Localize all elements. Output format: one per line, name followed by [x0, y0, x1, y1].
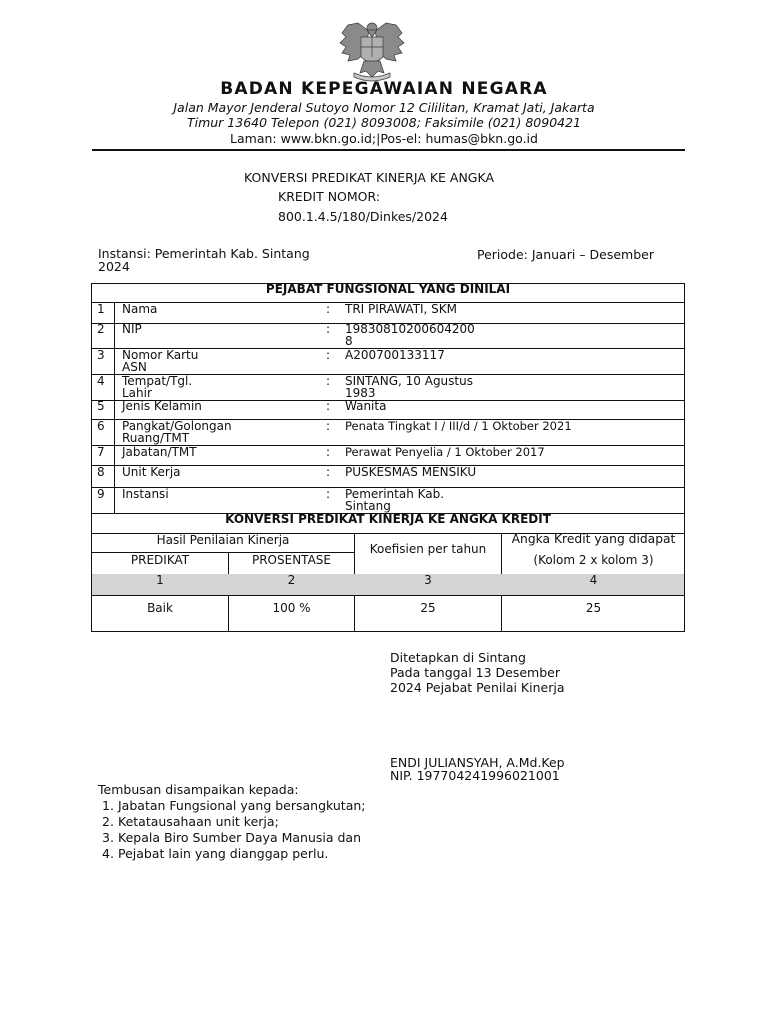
- row-number: 2: [97, 322, 105, 336]
- signature-date-line1: Pada tanggal 13 Desember: [390, 665, 561, 680]
- field-label: Instansi: [122, 487, 169, 501]
- tembusan-item: [102, 814, 279, 829]
- periode-text: Periode: Januari – Desember: [477, 247, 654, 262]
- field-value-cont: 1983: [345, 386, 376, 400]
- instansi-line2: 2024: [98, 259, 130, 274]
- document-number: 800.1.4.5/180/Dinkes/2024: [278, 209, 448, 224]
- field-label: Nomor Kartu: [122, 348, 199, 362]
- field-separator: :: [326, 419, 331, 433]
- field-label: Pangkat/Golongan: [122, 419, 232, 433]
- signatory-nip: NIP. 197704241996021001: [390, 768, 560, 783]
- row-number: 9: [97, 487, 105, 501]
- tembusan-item-text: Kepala Biro Sumber Daya Manusia dan: [118, 830, 362, 845]
- predikat-value: Baik: [147, 601, 173, 615]
- tembusan-item: [102, 830, 361, 845]
- field-value: Pemerintah Kab.: [345, 487, 445, 501]
- signature-date-line2: 2024 Pejabat Penilai Kinerja: [390, 680, 565, 695]
- prosentase-header: PROSENTASE: [251, 553, 331, 567]
- row-number: 7: [97, 445, 105, 459]
- field-label: Jabatan/TMT: [122, 445, 197, 459]
- field-separator: :: [326, 302, 331, 316]
- row-number: 4: [97, 374, 105, 388]
- field-value: TRI PIRAWATI, SKM: [345, 302, 458, 316]
- hasil-penilaian-header: Hasil Penilaian Kinerja: [156, 533, 290, 547]
- field-separator: :: [326, 465, 331, 479]
- row-number: 1: [97, 302, 105, 316]
- letterhead-divider: [92, 149, 685, 151]
- field-label: Unit Kerja: [122, 465, 181, 479]
- field-value: Wanita: [345, 399, 387, 413]
- org-address-line1: Jalan Mayor Jenderal Sutoyo Nomor 12 Cililitan, Kramat Jati, Jakarta: [173, 100, 595, 115]
- field-value: SINTANG, 10 Agustus: [345, 374, 473, 388]
- instansi-text: [98, 247, 368, 273]
- signature-date: [390, 665, 590, 695]
- table-hline: [91, 595, 685, 596]
- predikat-header: PREDIKAT: [130, 553, 190, 567]
- row-number: 8: [97, 465, 105, 479]
- prosentase-value: 100 %: [272, 601, 311, 615]
- field-separator: :: [326, 374, 331, 388]
- tembusan-item-number: 2.: [102, 814, 114, 829]
- field-value-cont: 8: [345, 334, 353, 348]
- org-address-line2: Timur 13640 Telepon (021) 8093008; Faksimile (021) 8090421: [186, 115, 582, 130]
- angka-kredit-value: 25: [585, 601, 602, 615]
- tembusan-item: [102, 798, 366, 813]
- angka-kredit-header: Angka Kredit yang didapat: [511, 532, 676, 546]
- field-label: Nama: [122, 302, 158, 316]
- koefisien-value: 25: [420, 601, 436, 615]
- field-value: PUSKESMAS MENSIKU: [345, 465, 477, 479]
- field-separator: :: [326, 399, 331, 413]
- field-value: Perawat Penyelia / 1 Oktober 2017: [345, 445, 545, 459]
- tembusan-item-text: Jabatan Fungsional yang bersangkutan;: [118, 798, 366, 813]
- field-label-cont: Lahir: [122, 386, 152, 400]
- row-number: 6: [97, 419, 105, 433]
- tembusan-item-number: 4.: [102, 846, 114, 861]
- koefisien-header: Koefisien per tahun: [369, 542, 487, 556]
- field-separator: :: [326, 348, 331, 362]
- field-label: NIP: [122, 322, 142, 336]
- instansi-line1: Instansi: Pemerintah Kab. Sintang: [98, 246, 310, 261]
- column-number-3: 3: [424, 573, 432, 587]
- row-number: 3: [97, 348, 105, 362]
- tembusan-title: Tembusan disampaikan kepada:: [98, 782, 299, 797]
- signatory-name: ENDI JULIANSYAH, A.Md.Kep: [390, 755, 565, 770]
- tembusan-item-number: 3.: [102, 830, 114, 845]
- field-value-cont: Sintang: [345, 499, 391, 513]
- garuda-pancasila-emblem-icon: [336, 15, 408, 87]
- field-label-cont: ASN: [122, 360, 147, 374]
- column-number-1: 1: [156, 573, 164, 587]
- field-value: 19830810200604200: [345, 322, 475, 336]
- org-web-line: Laman: www.bkn.go.id;|Pos-el: humas@bkn.go.id: [230, 131, 538, 146]
- official-section-title: PEJABAT FUNGSIONAL YANG DINILAI: [265, 282, 511, 296]
- field-value: A200700133117: [345, 348, 445, 362]
- field-separator: :: [326, 445, 331, 459]
- angka-kredit-formula: (Kolom 2 x kolom 3): [533, 553, 654, 567]
- table-vline: [114, 302, 115, 513]
- field-value: Penata Tingkat I / III/d / 1 Oktober 2021: [345, 419, 572, 433]
- field-label-cont: Ruang/TMT: [122, 431, 190, 445]
- tembusan-item-text: Ketatausahaan unit kerja;: [118, 814, 279, 829]
- field-label: Tempat/Tgl.: [122, 374, 193, 388]
- kredit-nomor-label: KREDIT NOMOR:: [278, 189, 381, 204]
- conversion-section-title: KONVERSI PREDIKAT KINERJA KE ANGKA KREDIT: [225, 512, 551, 526]
- tembusan-item-number: 1.: [102, 798, 114, 813]
- tembusan-item-text: Pejabat lain yang dianggap perlu.: [118, 846, 329, 861]
- tembusan-item: [102, 846, 328, 861]
- column-number-4: 4: [589, 573, 598, 587]
- field-separator: :: [326, 322, 331, 336]
- org-name: BADAN KEPEGAWAIAN NEGARA: [220, 79, 548, 99]
- document-title: KONVERSI PREDIKAT KINERJA KE ANGKA: [244, 170, 495, 185]
- field-label: Jenis Kelamin: [122, 399, 202, 413]
- signature-place: Ditetapkan di Sintang: [390, 650, 526, 665]
- row-number: 5: [97, 399, 105, 413]
- column-number-2: 2: [287, 573, 296, 587]
- field-separator: :: [326, 487, 331, 501]
